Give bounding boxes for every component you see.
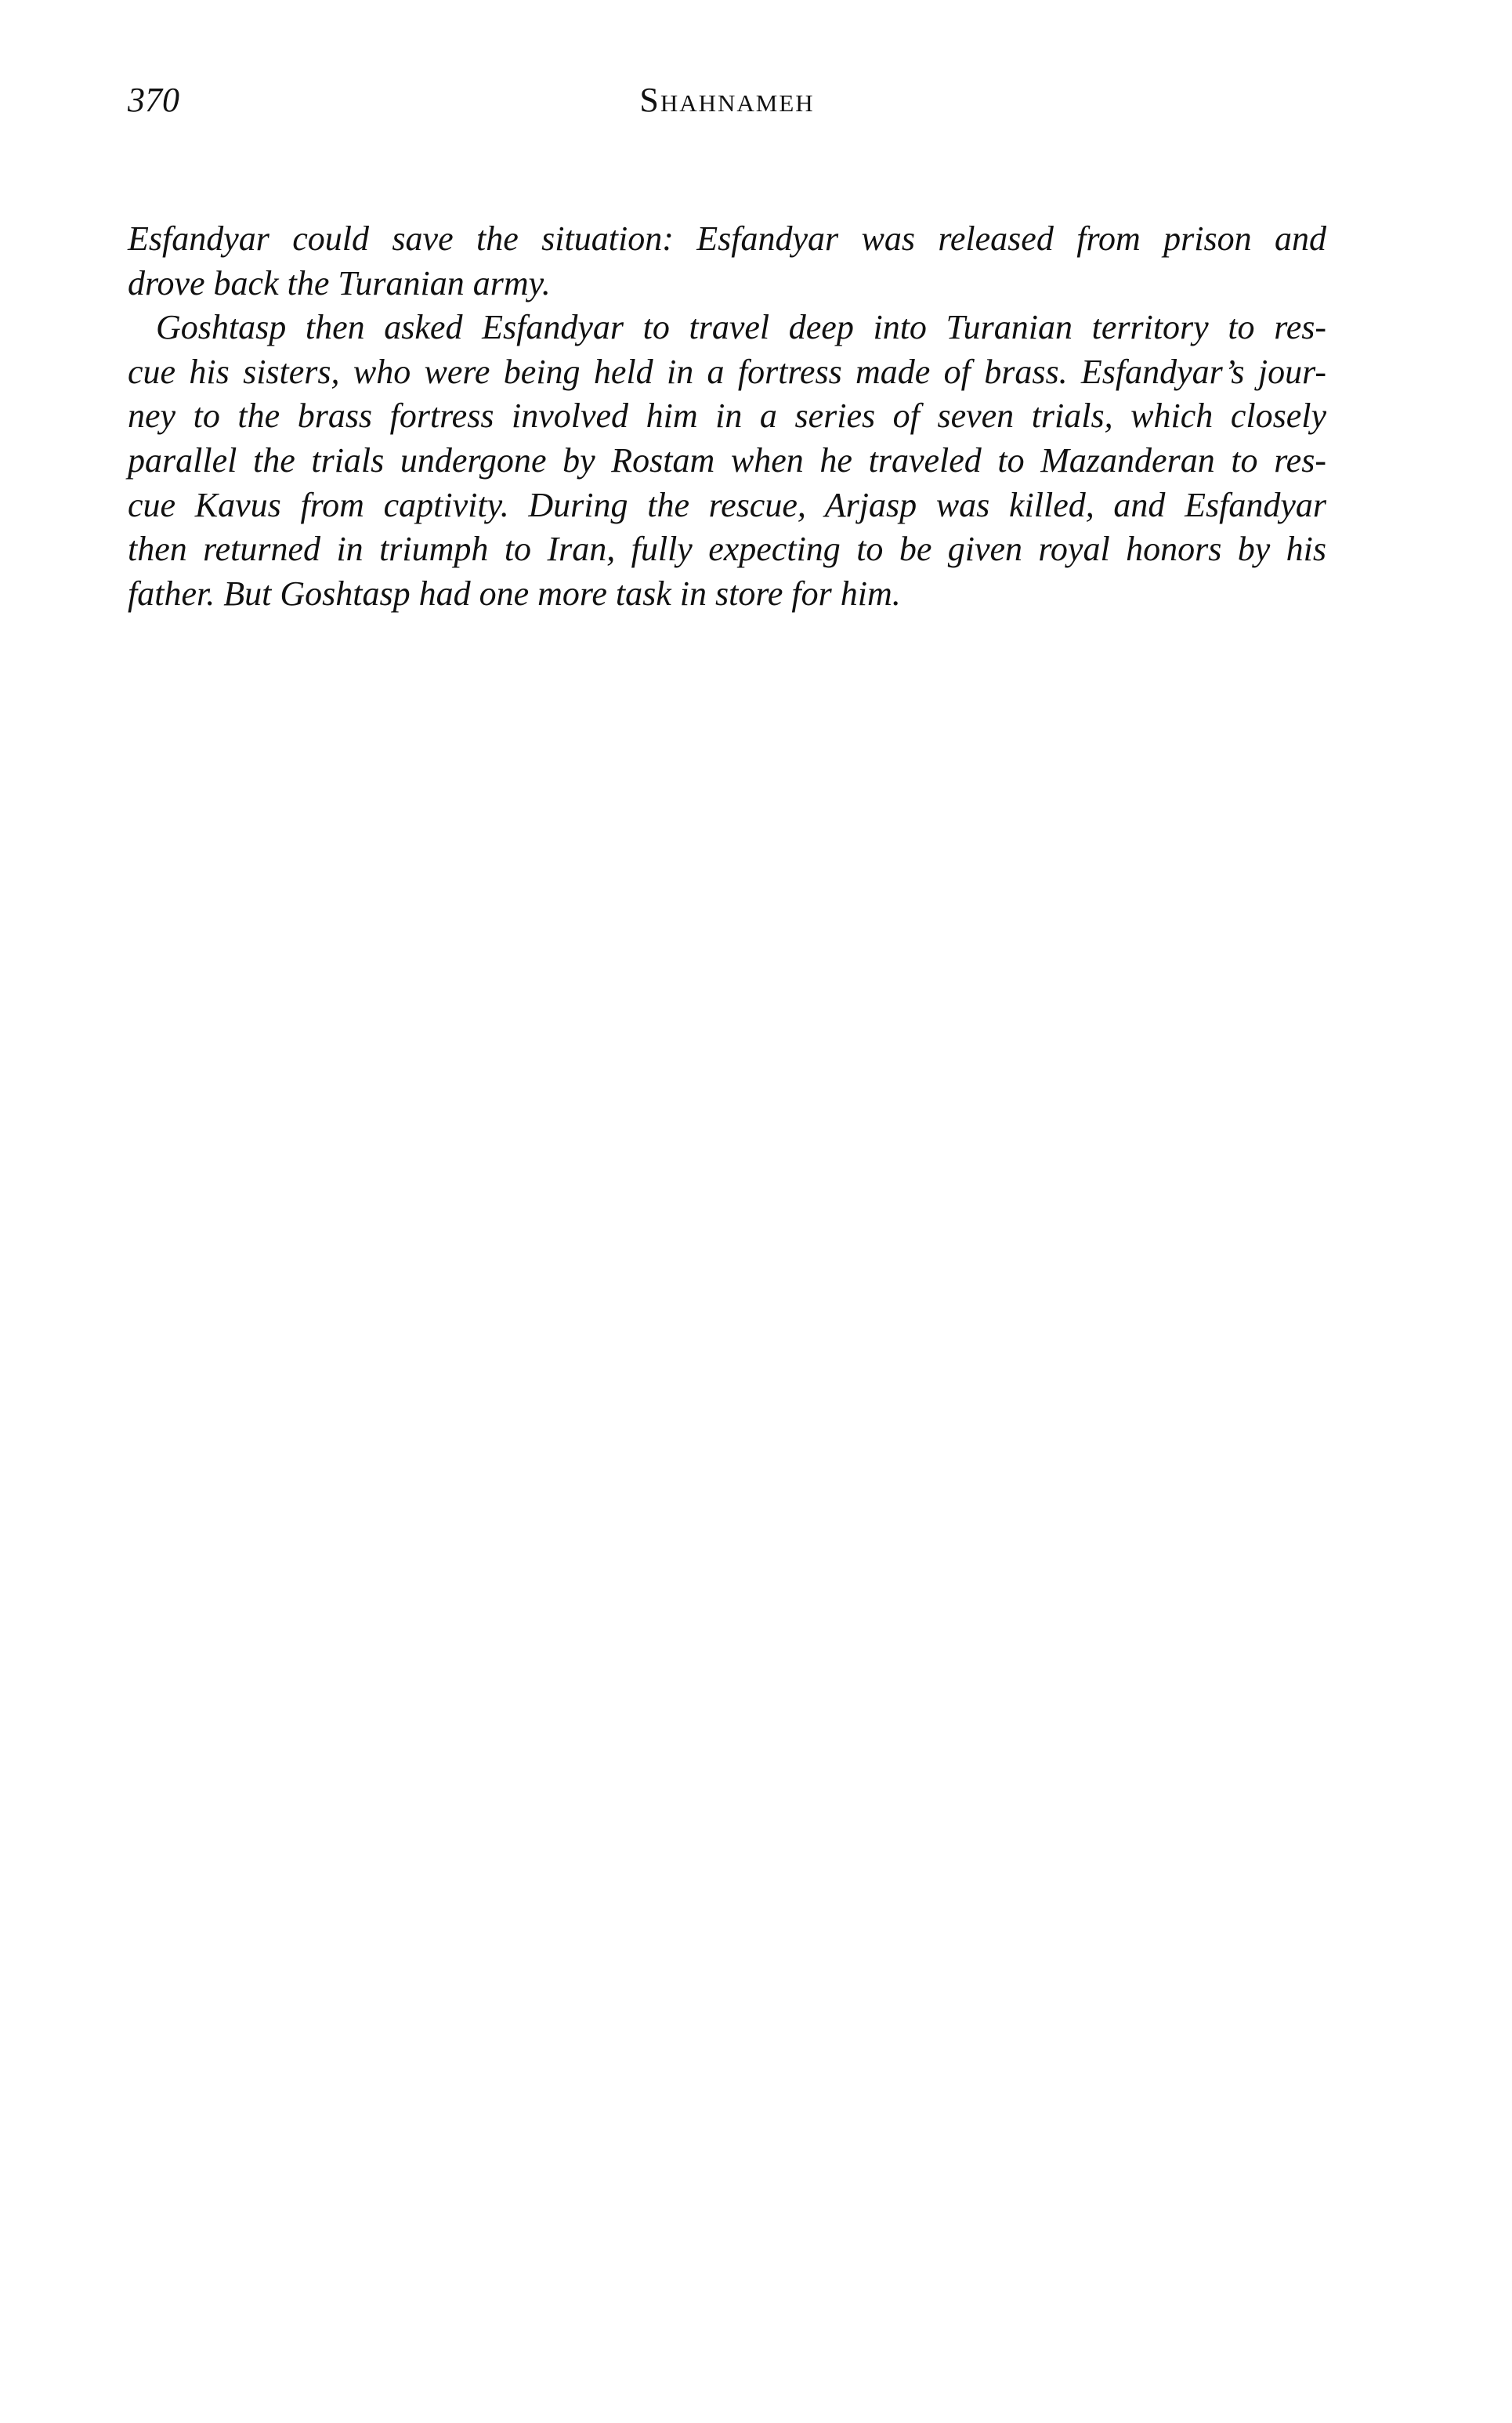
text-line: ney to the brass fortress involved him in a series of seven trials, which closely [128, 397, 1326, 436]
paragraph-2 [128, 306, 1326, 616]
text-line: cue Kavus from captivity. During the rescue, Arjasp was killed, and Esfandyar [128, 485, 1326, 524]
text-line: cue his sisters, who were being held in a fortress made of brass. Esfandyar’s jour- [128, 352, 1326, 391]
text-line: Esfandyar could save the situation: Esfandyar was released from prison and [128, 219, 1326, 258]
text-line: drove back the Turanian army. [128, 263, 551, 302]
paragraph-1 [128, 217, 1326, 306]
text-line: parallel the trials undergone by Rostam when he traveled to Mazanderan to res- [128, 440, 1326, 480]
running-head [128, 81, 1326, 120]
text-line: then returned in triumph to Iran, fully expecting to be given royal honors by his [128, 530, 1326, 569]
running-title: Shahnameh [639, 81, 815, 119]
text-line: father. But Goshtasp had one more task in store for him. [128, 574, 901, 613]
text-line: Goshtasp then asked Esfandyar to travel deep into Turanian territory to res- [156, 308, 1326, 347]
body-text [128, 217, 1326, 616]
page-number: 370 [128, 81, 179, 119]
